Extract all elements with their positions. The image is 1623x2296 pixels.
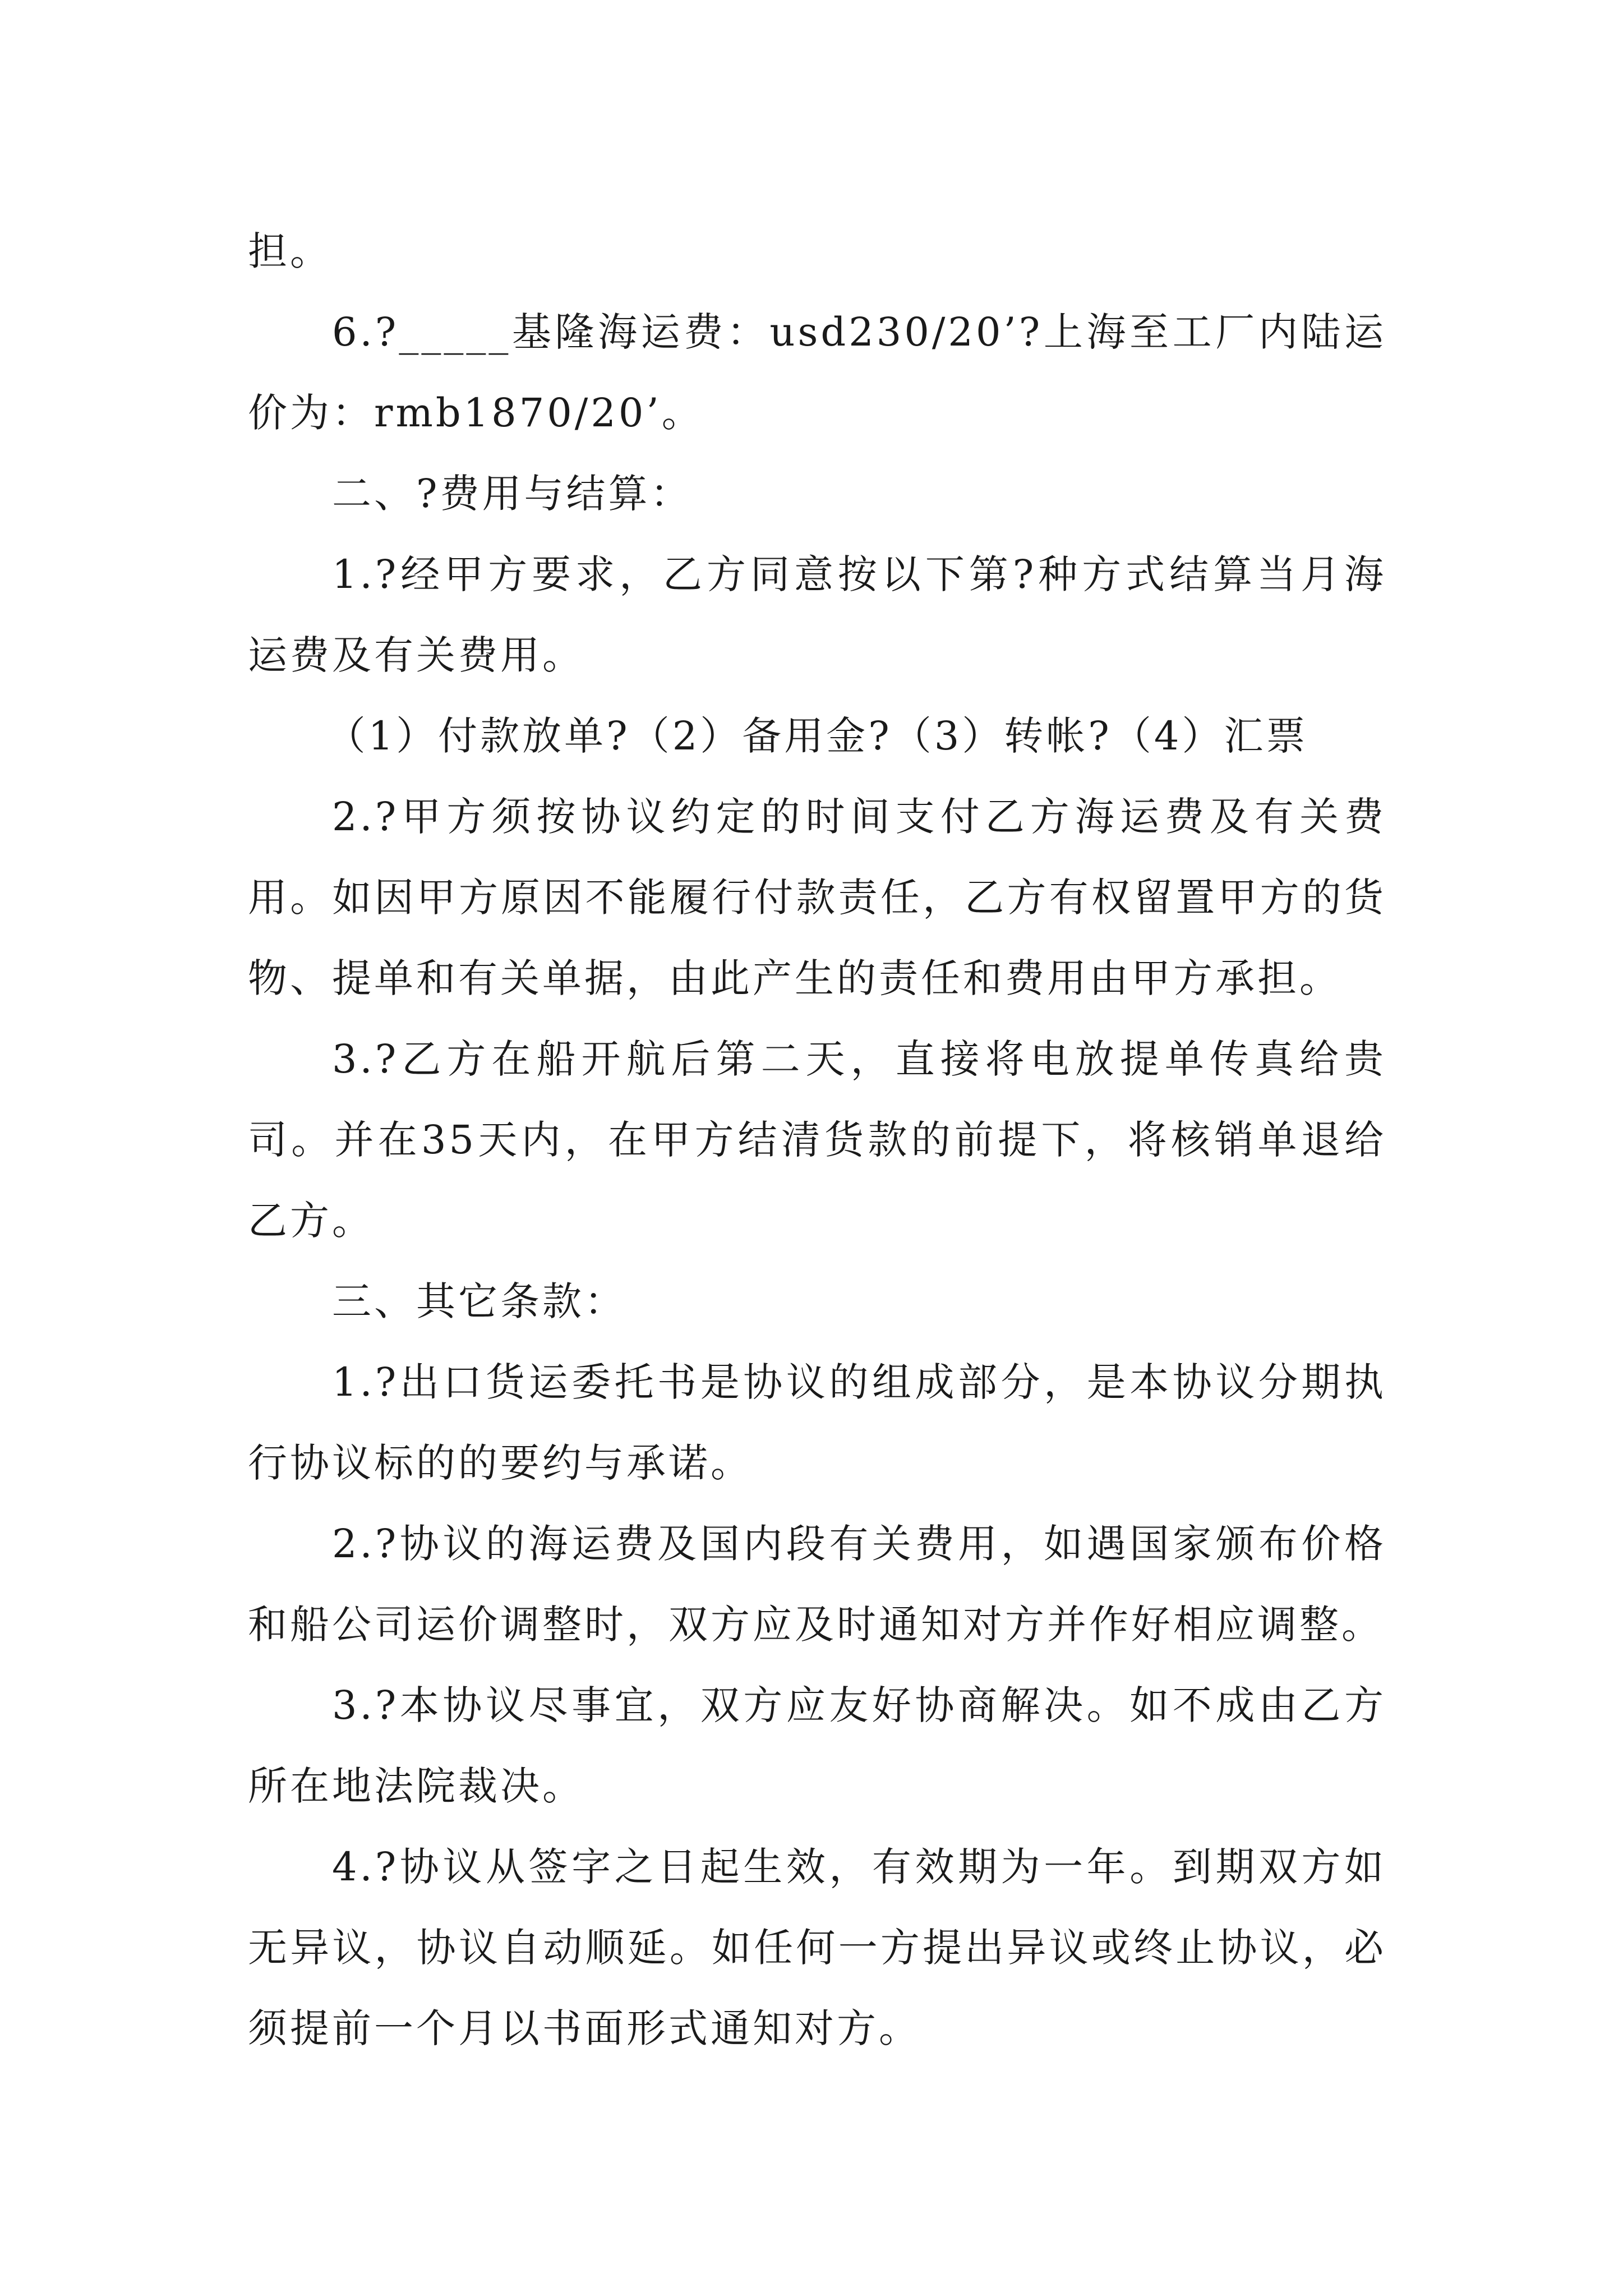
document-body <box>248 211 1386 2069</box>
section-heading-fees: 二、?费用与结算： <box>332 471 693 517</box>
section-heading-other-terms: 三、其它条款： <box>332 1278 626 1324</box>
paragraph-term-3: 3.?本协议尽事宜，双方应友好协商解决。如不成由乙方所在地法院裁决。 <box>248 1682 1386 1809</box>
paragraph-bill-fax: 3.?乙方在船开航后第二天，直接将电放提单传真给贵司。并在35天内，在甲方结清货款的前提下，将核销单退给乙方。 <box>248 1036 1386 1244</box>
paragraph-payment-duty: 2.?甲方须按协议约定的时间支付乙方海运费及有关费用。如因甲方原因不能履行付款责任，乙方有权留置甲方的货物、提单和有关单据，由此产生的责任和费用由甲方承担。 <box>248 794 1386 1001</box>
paragraph-payment-options: （1）付款放单?（2）备用金?（3）转帐?（4）汇票 <box>326 713 1308 759</box>
paragraph-shipping-fee: 6.?_____基隆海运费：usd230/20’?上海至工厂内陆运价为：rmb1870/20’。 <box>248 309 1386 436</box>
paragraph-settlement-method: 1.?经甲方要求，乙方同意按以下第?种方式结算当月海运费及有关费用。 <box>248 551 1386 678</box>
paragraph-term-1: 1.?出口货运委托书是协议的组成部分，是本协议分期执行协议标的的要约与承诺。 <box>248 1359 1386 1486</box>
paragraph-term-2: 2.?协议的海运费及国内段有关费用，如遇国家颁布价格和船公司运价调整时，双方应及时通知对方并作好相应调整。 <box>248 1521 1386 1648</box>
paragraph-continuation: 担。 <box>248 228 332 274</box>
paragraph-term-4: 4.?协议从签字之日起生效，有效期为一年。到期双方如无异议，协议自动顺延。如任何一方提出异议或终止协议，必须提前一个月以书面形式通知对方。 <box>248 1844 1386 2051</box>
